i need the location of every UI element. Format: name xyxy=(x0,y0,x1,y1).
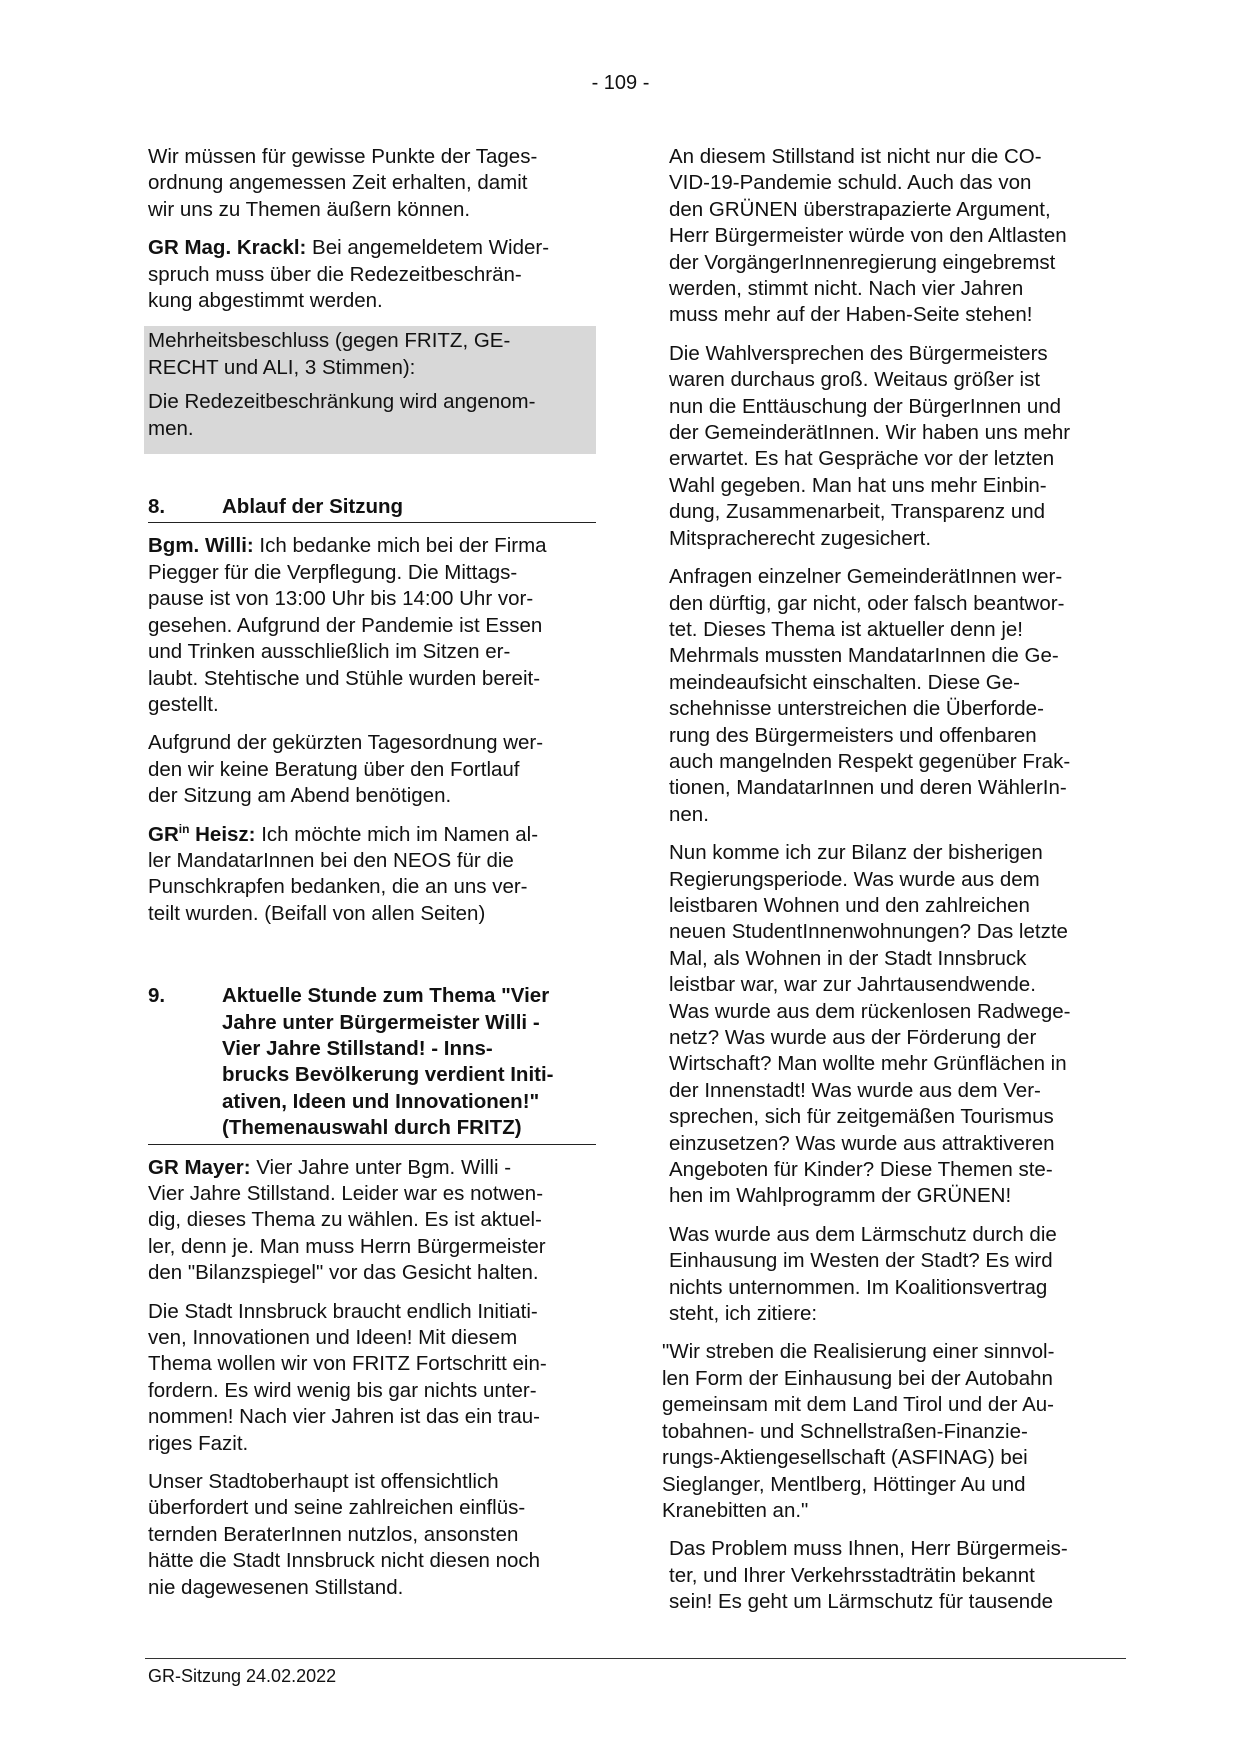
section-heading-9 xyxy=(148,983,596,1144)
paragraph: Wir müssen für gewisse Punkte der Tages- ordnung angemessen Zeit erhalten, damit wir uns zu Themen äußern können. xyxy=(148,145,538,221)
paragraph: Die Wahlversprechen des Bürgermeisters waren durchaus groß. Weitaus größer ist nun die Enttäuschung der BürgerInnen und der GemeinderätInnen. Wir haben uns mehr erwartet. Es hat Gespräche vor der letzten Wahl gegeben. Man hat uns mehr Einbin- dung, Zusammenarbeit, Transparenz und Mitspracherecht zugesichert. xyxy=(669,341,1071,550)
speaker-title: GR xyxy=(148,822,179,846)
section-number: 9. xyxy=(148,984,166,1008)
paragraph: An diesem Stillstand ist nicht nur die CO- VID-19-Pandemie schuld. Auch das von den GRÜNEN überstrapazierte Argument, Herr Bürgermeister würde von den Altlasten der VorgängerInnenregierung eingebremst werden, stimmt nicht. Nach vier Jahren muss mehr auf der Haben-Seite stehen! xyxy=(669,145,1067,327)
speech-text: Ich bedanke mich bei der Firma Piegger für die Verpflegung. Die Mittags- pause ist von 13:00 Uhr bis 14:00 Uhr vor- gesehen. Aufgrund der Pandemie ist Essen und Trinken ausschließlich im Sitzen er- laubt. Stehtische und Stühle wurden bereit- gestellt. xyxy=(148,534,547,716)
resolution-text: Mehrheitsbeschluss (gegen FRITZ, GE- RECHT und ALI, 3 Stimmen): xyxy=(148,329,511,379)
speaker-name xyxy=(148,823,256,846)
paragraph xyxy=(148,822,596,928)
speaker-surname: Heisz: xyxy=(189,822,256,846)
section-title: Ablauf der Sitzung xyxy=(222,495,404,519)
speaker-name: Bgm. Willi: xyxy=(148,534,254,558)
speech-text: Ich möchte mich im Namen al- ler MandatarInnen bei den NEOS für die Punschkrapfen bedanken, die an uns ver- teilt wurden. (Beifall von allen Seiten) xyxy=(148,822,539,925)
speaker-name: GR Mag. Krackl: xyxy=(148,236,307,260)
speech-text: Bei angemeldetem Wider- spruch muss über die Redezeitbeschrän- kung abgestimmt werden. xyxy=(148,236,550,313)
paragraph xyxy=(148,235,596,314)
paragraph: Die Stadt Innsbruck braucht endlich Initiati- ven, Innovationen und Ideen! Mit diesem Thema wollen wir von FRITZ Fortschritt ein- fordern. Es wird wenig bis gar nichts unter- nommen! Nach vier Jahren ist das ein trau- riges Fazit. xyxy=(148,1299,547,1455)
footer-divider xyxy=(145,1658,1126,1659)
paragraph xyxy=(148,533,596,718)
paragraph: Unser Stadtoberhaupt ist offensichtlich überfordert und seine zahlreichen einflüs- ternden BeraterInnen nutzlos, ansonsten hätte die Stadt Innsbruck nicht diesen noch nie dagewesenen Stillstand. xyxy=(148,1470,541,1599)
speech-text: Vier Jahre unter Bgm. Willi - Vier Jahre Stillstand. Leider war es notwen- dig, dieses Thema zu wählen. Es ist aktuel- ler, denn je. Man muss Herrn Bürgermeister den "Bilanzspiegel" vor das Gesicht halten. xyxy=(148,1155,546,1285)
section-number: 8. xyxy=(148,495,166,519)
paragraph: Das Problem muss Ihnen, Herr Bürgermeis- ter, und Ihrer Verkehrsstadträtin bekannt sein! Es geht um Lärmschutz für tausende xyxy=(669,1537,1068,1614)
section-heading-8 xyxy=(148,494,596,523)
paragraph: Was wurde aus dem Lärmschutz durch die Einhausung im Westen der Stadt? Es wird nichts unternommen. Im Koalitionsvertrag steht, ich zitiere: xyxy=(669,1222,1057,1326)
right-column xyxy=(662,144,1121,1628)
paragraph: Aufgrund der gekürzten Tagesordnung wer- den wir keine Beratung über den Fortlauf der Sitzung am Abend benötigen. xyxy=(148,731,544,808)
footer-text: GR-Sitzung 24.02.2022 xyxy=(148,1666,337,1686)
speaker-title-suffix: in xyxy=(178,821,190,836)
paragraph xyxy=(148,1155,596,1287)
section-title: Aktuelle Stunde zum Thema "Vier Jahre unter Bürgermeister Willi - Vier Jahre Stillstand! - Inns- brucks Bevölkerung verdient Initi- ativen, Ideen und Innovationen!" (Themenauswahl durch FRITZ) xyxy=(222,984,554,1140)
paragraph: Anfragen einzelner GemeinderätInnen wer- den dürftig, gar nicht, oder falsch beantwor- tet. Dieses Thema ist aktueller denn je! Mehrmals mussten MandatarInnen die Ge- meindeaufsicht einschalten. Diese Ge- schehnisse unterstreichen die Überforde- rung des Bürgermeisters und offenbaren auch mangelnden Respekt gegenüber Frak- tionen, MandatarInnen und deren WählerIn- nen. xyxy=(669,565,1071,826)
page-number: - 109 - xyxy=(591,72,650,94)
resolution-box xyxy=(144,326,596,454)
quotation: "Wir streben die Realisierung einer sinnvol- len Form der Einhausung bei der Autobahn gemeinsam mit dem Land Tirol und der Au- tobahnen- und Schnellstraßen-Finanzie- rungs-Aktiengesellschaft (ASFINAG) bei Sieglanger, Mentlberg, Höttinger Au und Kranebitten an." xyxy=(662,1340,1055,1522)
speaker-name: GR Mayer: xyxy=(148,1155,251,1179)
resolution-result: Die Redezeitbeschränkung wird angenom- men. xyxy=(148,390,536,440)
paragraph: Nun komme ich zur Bilanz der bisherigen Regierungsperiode. Was wurde aus dem leistbaren Wohnen und den zahlreichen neuen StudentInnenwohnungen? Das letzte Mal, als Wohnen in der Stadt Innsbruck leistbar war, war zur Jahrtausendwende. Was wurde aus dem rückenlosen Radwege- netz? Was wurde aus der Förderung der Wirtschaft? Man wollte mehr Grünflächen in der Innenstadt! Was wurde aus dem Ver- sprechen, sich für zeitgemäßen Tourismus einzusetzen? Was wurde aus attraktiveren Angeboten für Kinder? Diese Themen ste- hen im Wahlprogramm der GRÜNEN! xyxy=(669,841,1071,1208)
left-column xyxy=(148,144,596,1613)
